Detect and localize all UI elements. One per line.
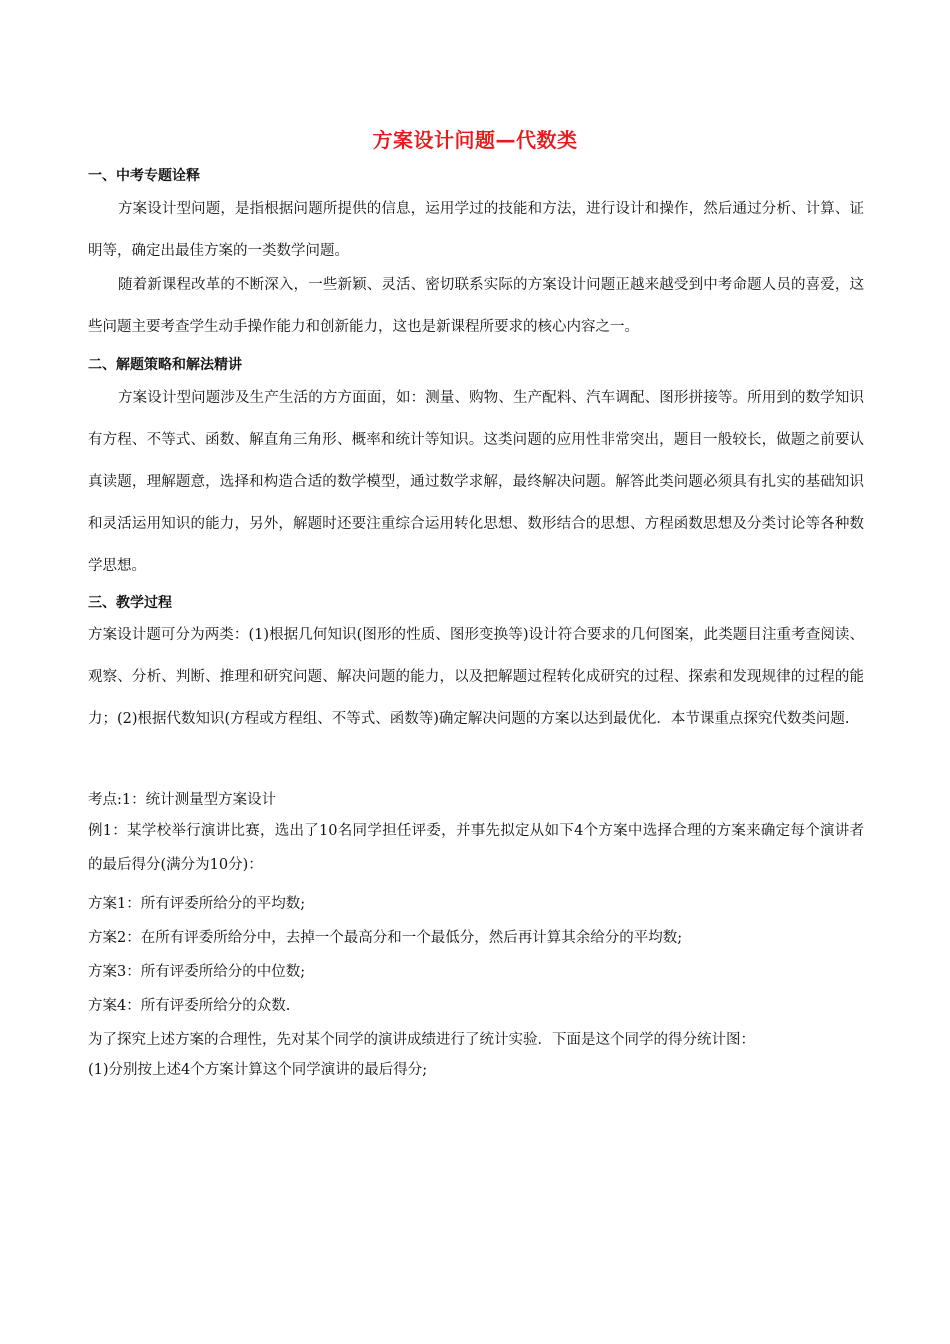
kaodian-line: 考点:1：统计测量型方案设计: [88, 792, 277, 808]
section-1-paragraph-2: 随着新课程改革的不断深入，一些新颖、灵活、密切联系实际的方案设计问题正越来越受到中考命题人员的喜爱，这些问题主要考查学生动手操作能力和创新能力，这也是新课程所要求的核心内容之一。: [88, 277, 864, 335]
stats-intro-line: 为了探究上述方案的合理性，先对某个同学的演讲成绩进行了统计实验．下面是这个同学的得分统计图：: [88, 1032, 755, 1048]
section-2-paragraph-1: 方案设计型问题涉及生产生活的方方面面，如：测量、购物、生产配料、汽车调配、图形拼接等。所用到的数学知识有方程、不等式、函数、解直角三角形、概率和统计等知识。这类问题的应用性非常突出，题目一般较长，做题之前要认真读题，理解题意，选择和构造合适的数学模型，通过数学求解，最终解决问题。解答此类问题必须具有扎实的基础知识和灵活运用知识的能力，另外，解题时还要注重综合运用转化思想、数形结合的思想、方程函数思想及分类讨论等各种数学思想。: [88, 390, 864, 574]
section-3-paragraph-1: 方案设计题可分为两类：(1)根据几何知识(图形的性质、图形变换等)设计符合要求的几何图案，此类题目注重考查阅读、观察、分析、判断、推理和研究问题、解决问题的能力，以及把解题过程转化成研究的过程、探索和发现规律的过程的能力；(2)根据代数知识(方程或方程组、不等式、函数等)确定解决问题的方案以达到最优化．本节课重点探究代数类问题.: [88, 627, 864, 727]
section-heading-1: 一、中考专题诠释: [88, 168, 200, 184]
plan-2: 方案2：在所有评委所给分中，去掉一个最高分和一个最低分，然后再计算其余给分的平均数;: [88, 930, 683, 946]
example-1-text: 例1：某学校举行演讲比赛，选出了10名同学担任评委，并事先拟定从如下4个方案中选择合理的方案来确定每个演讲者的最后得分(满分为10分)：: [88, 823, 864, 873]
document-title: 方案设计问题—代数类: [372, 128, 578, 152]
section-1-paragraph-1: 方案设计型问题，是指根据问题所提供的信息，运用学过的技能和方法，进行设计和操作，然后通过分析、计算、证明等，确定出最佳方案的一类数学问题。: [88, 201, 864, 259]
plan-4: 方案4：所有评委所给分的众数.: [88, 998, 291, 1014]
plan-1: 方案1：所有评委所给分的平均数;: [88, 896, 306, 912]
question-1: (1)分别按上述4个方案计算这个同学演讲的最后得分;: [88, 1062, 428, 1078]
plan-3: 方案3：所有评委所给分的中位数;: [88, 964, 306, 980]
section-heading-3: 三、教学过程: [88, 595, 172, 611]
section-heading-2: 二、解题策略和解法精讲: [88, 357, 242, 373]
